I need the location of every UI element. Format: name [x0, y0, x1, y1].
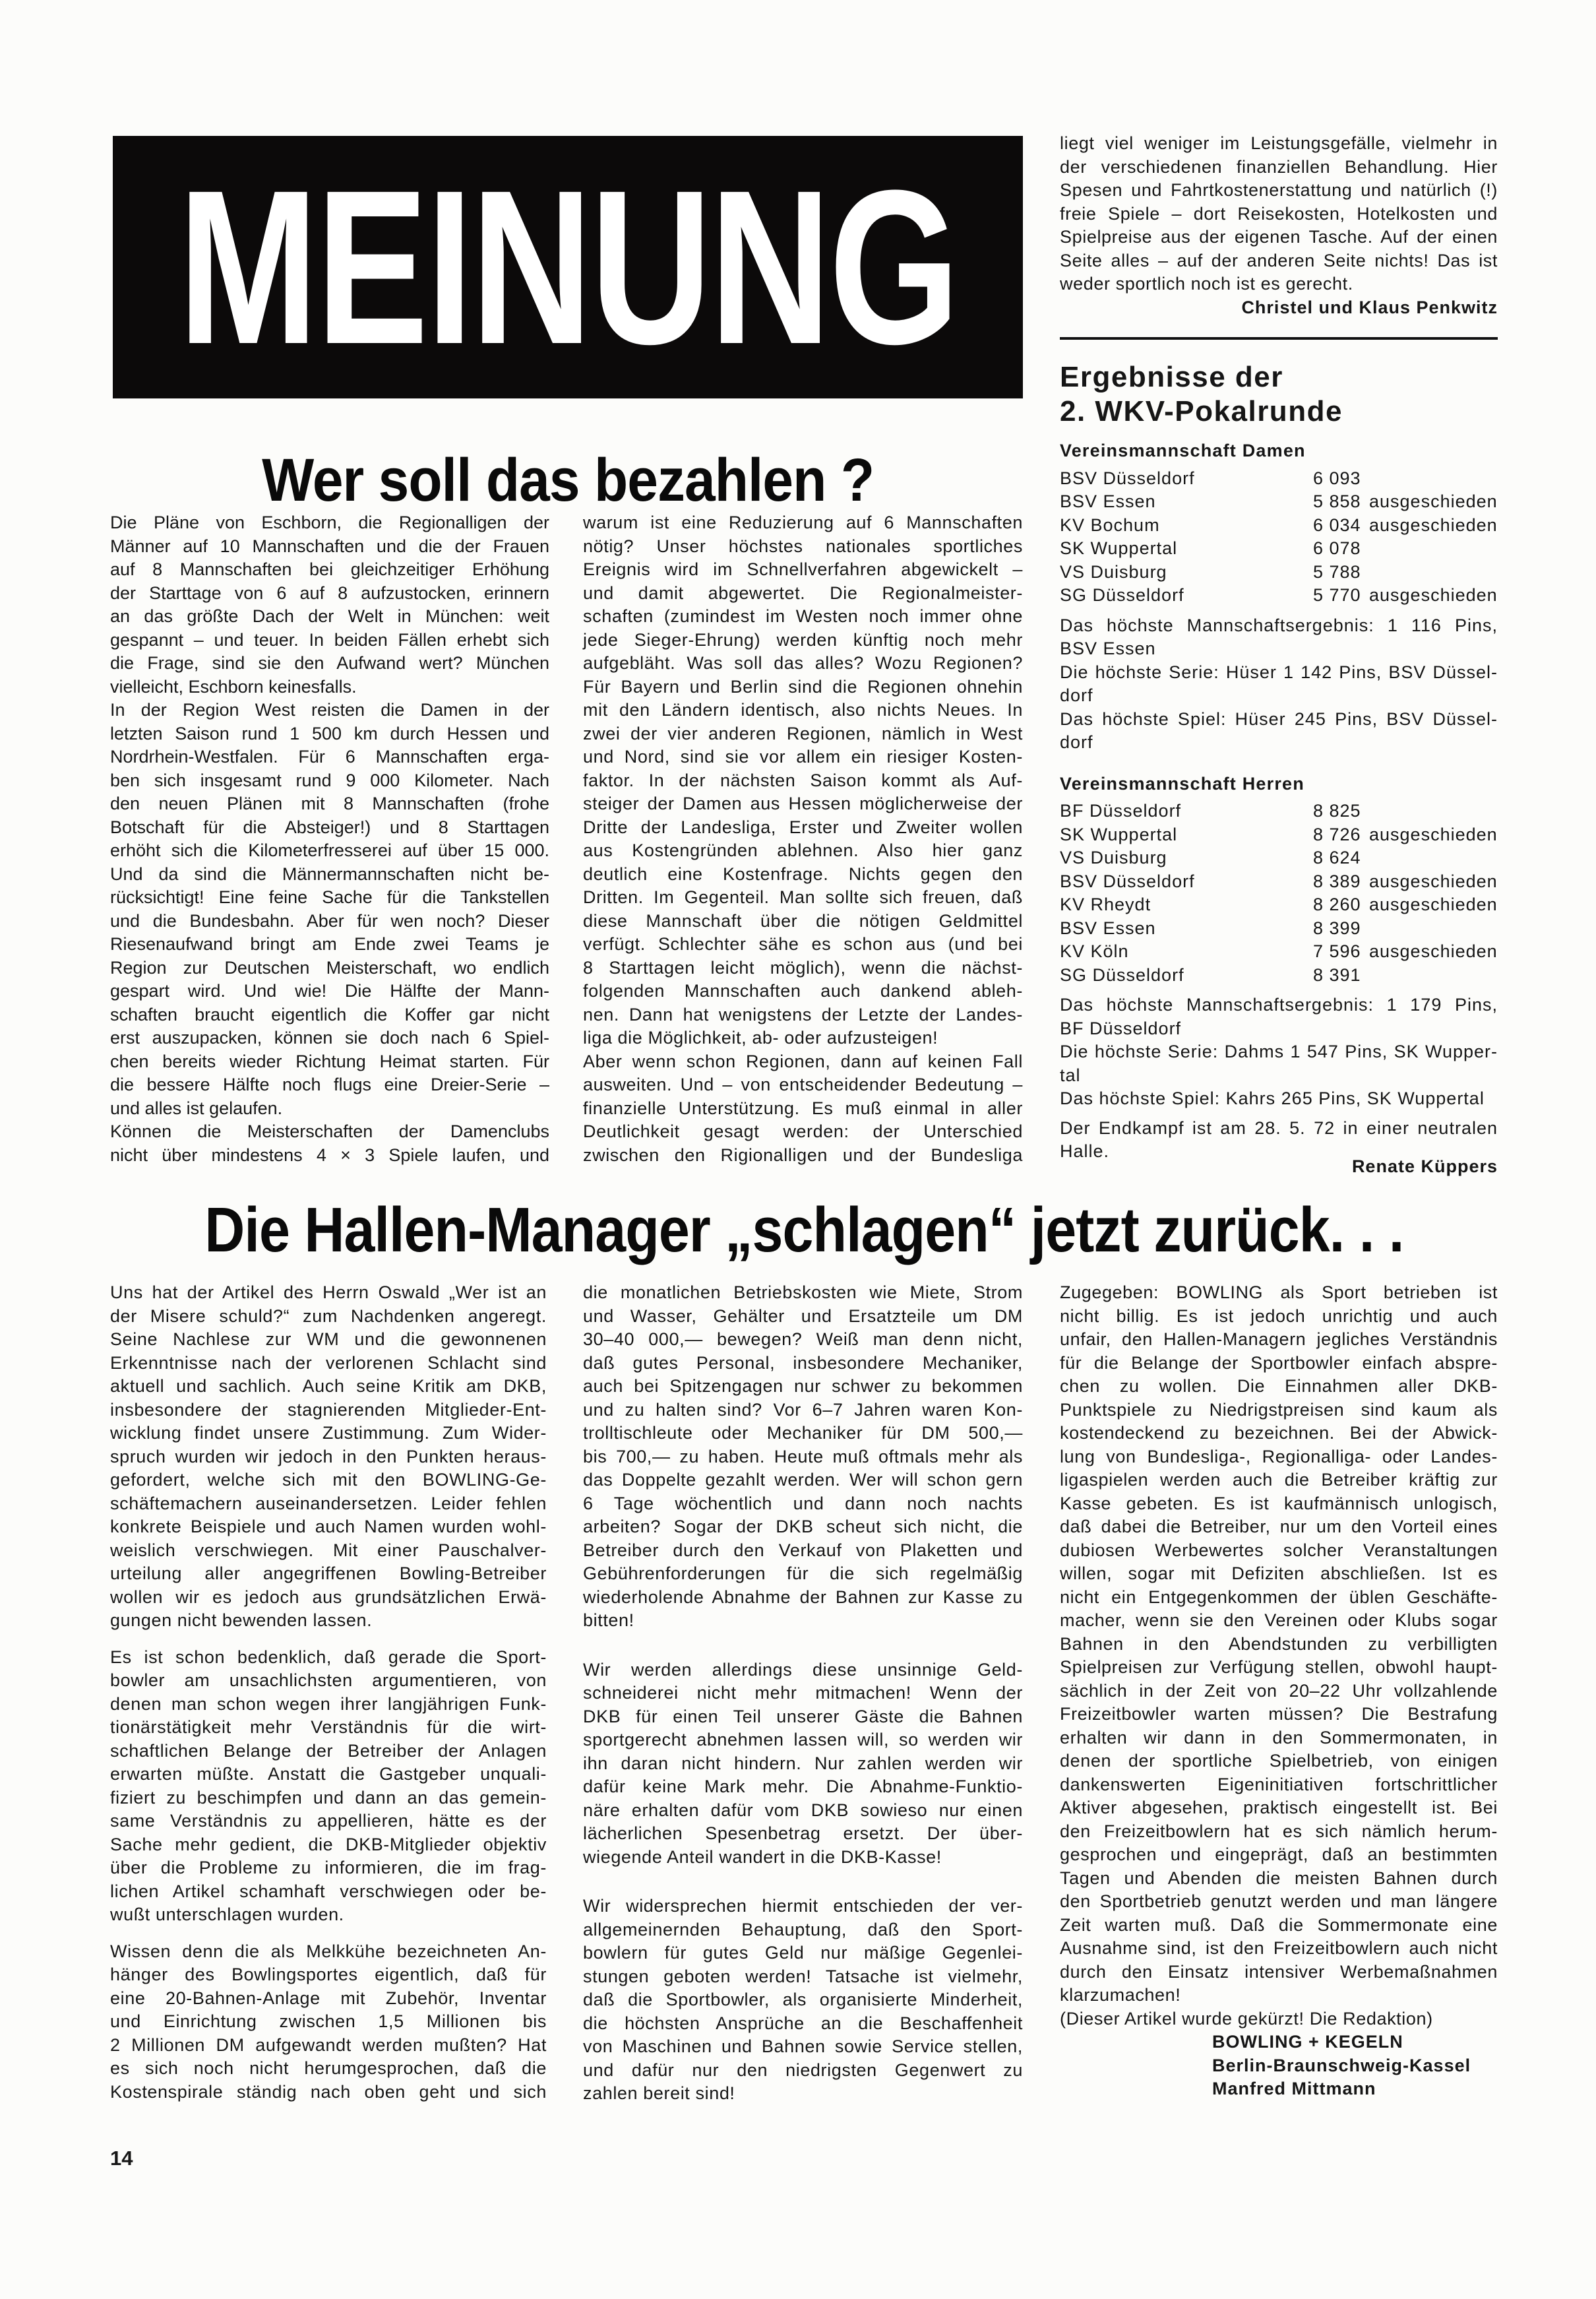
text-line: Tagen und Abenden die meisten Bahnen durch	[1060, 1868, 1498, 1888]
team-status: ausgeschieden	[1369, 491, 1498, 511]
text-line: und zu halten sind? Vor 6–7 Jahren waren Kon-	[583, 1399, 1023, 1420]
text-line: jede Sieger-Ehrung) werden künftig noch mehr	[583, 629, 1023, 650]
paragraph	[583, 1895, 1023, 2106]
text-line: daß gutes Personal, insbesondere Mechaniker,	[583, 1352, 1023, 1373]
text-line: Wir widersprechen hiermit entschieden der ver-	[583, 1896, 1023, 1916]
text-line: dankenswerten Eigeninitiativen fortschrittlicher	[1060, 1774, 1498, 1794]
results-title-line2: 2. WKV-Pokalrunde	[1060, 395, 1343, 427]
team-status	[1369, 537, 1498, 561]
text-line: nicht billig. Es ist jedoch unrichtig und auch	[1060, 1306, 1498, 1326]
text-line: In der Region West reisten die Damen in der	[110, 700, 549, 720]
paragraph	[1060, 132, 1498, 296]
text-line: chen bereits wieder Richtung Heimat starten. Für	[110, 1051, 549, 1071]
text-line: liegt viel weniger im Leistungsgefälle, vielmehr in	[1060, 133, 1498, 153]
text-line: Kostenspirale ständig nach oben geht und sich	[110, 2081, 547, 2102]
text-line: und Wasser, Gehälter und Ersatzteile um DM	[583, 1306, 1023, 1326]
text-line: allgemeinernden Behauptung, daß den Sport-	[583, 1919, 1023, 1939]
text-line: lächerlichen Spesenbetrag ersetzt. Der über-	[583, 1823, 1023, 1843]
text-line: dorf	[1060, 685, 1093, 705]
team-name: SG Düsseldorf	[1060, 964, 1184, 985]
text-line: Zeit warten muß. Daß die Sommermonate eine	[1060, 1914, 1498, 1935]
page-number: 14	[110, 2147, 133, 2170]
text-line: 2 Millionen DM aufgewandt werden mußten? Hat	[110, 2034, 547, 2055]
text-line: denen der sportliche Spielbetrieb, von einigen	[1060, 1751, 1498, 1771]
text-line: daß dabei die Betreiber, nur um den Vorteil eines	[1060, 1517, 1498, 1536]
team-status	[1369, 846, 1498, 870]
team-name: KV Rheydt	[1060, 895, 1151, 914]
text-line: Aber wenn schon Regionen, dann auf keinen Fall	[583, 1051, 1023, 1071]
article1-column-left	[110, 511, 549, 1167]
team-score: 5 770	[1313, 585, 1361, 605]
text-line: Deutlichkeit gesagt werden: der Unterschied	[583, 1121, 1023, 1141]
text-line: Berlin-Braunschweig-Kassel	[1212, 2055, 1471, 2075]
team-score: 6 093	[1313, 468, 1361, 488]
text-line: die höchsten Ansprüche an die Beschaffenheit	[583, 2013, 1023, 2033]
text-line: Seine Nachlese zur WM und die gewonnenen	[110, 1329, 547, 1349]
article1-title-text: Wer soll das bezahlen ?	[262, 447, 874, 514]
table-row	[1060, 537, 1498, 561]
text-line: nen. Dann hat wenigstens der Letzte der Landes-	[583, 1004, 1023, 1024]
article1-author: Christel und Klaus Penkwitz	[1241, 297, 1498, 317]
team-status	[1369, 917, 1498, 941]
text-line: eine 20-Bahnen-Anlage mit Zubehör, Inventar	[110, 1988, 547, 2008]
team-score: 7 596	[1313, 941, 1361, 961]
text-line: zwei der vier anderen Regionen, nämlich in West	[583, 723, 1023, 743]
text-line: Spielpreisen zur Verfügung stellen, obwohl haupt-	[1060, 1657, 1498, 1677]
text-line: ihn daran nicht hindern. Nur zahlen werden wir	[583, 1753, 1023, 1773]
text-line: Kasse gebeten. Es ist kaufmännisch unlogisch,	[1060, 1493, 1498, 1513]
paragraph	[1060, 1281, 1498, 2007]
table-row	[1060, 846, 1498, 870]
table-row	[1060, 514, 1498, 538]
team-status	[1369, 964, 1498, 988]
text-line: der Starttage von 6 auf 8 aufzustocken, erinnern	[110, 583, 549, 603]
paragraph	[583, 511, 1023, 1050]
text-line: Uns hat der Artikel des Herrn Oswald „Wer ist an	[110, 1282, 547, 1302]
text-line: Können die Meisterschaften der Damenclubs	[110, 1121, 549, 1141]
text-line: Spesen und Fahrtkostenerstattung und natürlich (!)	[1060, 180, 1498, 200]
text-line: wiegende Anteil wandert in die DKB-Kasse!	[583, 1846, 942, 1867]
text-line: Das höchste Spiel: Kahrs 265 Pins, SK Wuppertal	[1060, 1088, 1485, 1108]
text-line: und damit abgewertet. Die Regionalmeister-	[583, 583, 1023, 603]
team-name: SK Wuppertal	[1060, 824, 1178, 844]
paragraph	[110, 1940, 547, 2104]
team-status	[1369, 800, 1498, 823]
text-line: den Freizeitbowlern hat es sich nämlich herum-	[1060, 1821, 1498, 1841]
text-line: sportgerecht abnehmen lassen will, so werden wir	[583, 1730, 1023, 1749]
article1-column-middle	[583, 511, 1023, 1167]
text-line: Für Bayern und Berlin sind die Regionen ohnehin	[583, 676, 1023, 697]
team-name: BSV Düsseldorf	[1060, 871, 1195, 891]
team-score: 8 726	[1313, 824, 1361, 844]
text-line: Freizeitbowler warten müssen? Die Bestrafung	[1060, 1704, 1498, 1724]
text-line: Seite alles – auf der anderen Seite nichts! Das ist	[1060, 250, 1498, 270]
text-line: und dafür nur den niedrigsten Gegenwert zu	[583, 2060, 1023, 2080]
paragraph	[110, 699, 549, 1120]
text-line: wicklung findet unsere Zustimmung. Zum Wider-	[110, 1423, 547, 1443]
article2-column-right	[1060, 1281, 1498, 2031]
text-line: wußt unterschlagen wurden.	[110, 1905, 344, 1924]
text-line: nicht ein Entgegenkommen der üblen Geschäfte-	[1060, 1587, 1498, 1607]
text-line: die bessere Hälfte noch flugs eine Dreier-Serie –	[110, 1075, 549, 1094]
team-score: 6 078	[1313, 538, 1361, 558]
text-line: Gebührenforderungen für die sich regelmäßig	[583, 1563, 1023, 1583]
text-line: Das höchste Mannschaftsergebnis: 1 116 Pins,	[1060, 615, 1498, 635]
team-score: 5 858	[1313, 491, 1361, 511]
text-line: BSV Essen	[1060, 639, 1156, 658]
table-row	[1060, 964, 1498, 988]
table-row	[1060, 561, 1498, 584]
text-line: erhalten wir dann in den Sommermonaten, in	[1060, 1727, 1498, 1748]
text-line: hänger des Bowlingsportes eigentlich, daß für	[110, 1965, 547, 1984]
text-line: BOWLING + KEGELN	[1212, 2032, 1403, 2052]
text-line: aus Kostengründen ablehnen. Also hier ganz	[583, 840, 1023, 860]
team-name: BSV Düsseldorf	[1060, 468, 1195, 488]
text-line: schaften braucht eigentlich die Koffer gar nicht	[110, 1004, 549, 1024]
team-status: ausgeschieden	[1369, 895, 1498, 914]
team-score: 5 788	[1313, 561, 1361, 582]
text-line: aufgebläht. Was soll das alles? Wozu Regionen?	[583, 653, 1023, 673]
text-line: der Misere schuld?“ zum Nachdenken angeregt.	[110, 1306, 547, 1326]
text-line: lichen Artikel schamhaft verschwiegen oder be-	[110, 1881, 547, 1901]
text-line: tionärstätigkeit mehr Verständnis für die wirt-	[110, 1717, 547, 1737]
text-line: zwischen den Rigionalligen und der Bundesliga	[583, 1145, 1023, 1165]
text-line: bitten!	[583, 1610, 634, 1630]
text-line: nicht über mindestens 4 × 3 Spiele laufen, und	[110, 1145, 549, 1165]
text-line: erhöht sich die Kilometerfresserei auf über 15 000.	[110, 840, 549, 860]
paragraph	[583, 1050, 1023, 1168]
text-line: Die höchste Serie: Dahms 1 547 Pins, SK Wupper-	[1060, 1042, 1498, 1061]
table-row	[1060, 870, 1498, 894]
text-line: den Sportbetrieb genutzt werden und man längere	[1060, 1891, 1498, 1911]
article1-column-right	[1060, 132, 1498, 296]
text-line: Bahnen in den Abendstunden zu verbilligten	[1060, 1633, 1498, 1654]
text-line: erst auszupacken, können sie doch nach 6 Spiel-	[110, 1028, 549, 1048]
text-line: Ereignis wird im Schnellverfahren abgewickelt –	[583, 559, 1023, 579]
text-line: das Doppelte gezahlt werden. Wer will schon gern	[583, 1470, 1023, 1490]
text-line: nötig? Unser höchstes nationales sportliches	[583, 536, 1023, 556]
text-line: bowlern für gutes Geld nur mäßige Gegenlei-	[583, 1943, 1023, 1963]
text-line: BF Düsseldorf	[1060, 1018, 1182, 1038]
text-line: die monatlichen Betriebskosten wie Miete, Strom	[583, 1282, 1023, 1302]
text-line: stungen geboten werden! Tatsache ist vielmehr,	[583, 1966, 1023, 1986]
text-line: an das größte Dach der Welt in München: weit	[110, 606, 549, 626]
team-name: VS Duisburg	[1060, 561, 1167, 582]
results-title-line1: Ergebnisse der	[1060, 361, 1283, 393]
text-line: Dritte der Landesliga, Erster und Zweiter wollen	[583, 817, 1023, 837]
table-row	[1060, 917, 1498, 941]
text-line: Ausnahme sind, ist den Freizeitbowlern auch nicht	[1060, 1938, 1498, 1958]
text-line: gungen nicht bewenden lassen.	[110, 1610, 373, 1630]
text-line: weder sportlich noch ist es gerecht.	[1060, 274, 1353, 294]
text-line: den neuen Plänen mit 8 Mannschaften (frohe	[110, 794, 549, 813]
text-line: und Einrichtung zwischen 1,5 Millionen bis	[110, 2011, 547, 2031]
paragraph	[1060, 2007, 1498, 2031]
results-damen-table	[1060, 467, 1498, 608]
text-line: gesprochen und eingeprägt, daß an bestimmten	[1060, 1844, 1498, 1864]
text-line: warum ist eine Reduzierung auf 6 Mannschaften	[583, 513, 1023, 532]
text-line: und Nord, sind sie vor allem ein riesiger Kosten-	[583, 747, 1023, 767]
text-line: näre erhalten dafür vom DKB sowieso nur einen	[583, 1800, 1023, 1820]
paragraph	[110, 511, 549, 699]
results-title	[1060, 360, 1498, 429]
text-line: unfair, den Hallen-Managern jegliches Verständnis	[1060, 1329, 1498, 1349]
text-line: sächlich in der Zeit von 20–22 Uhr vollzahlende	[1060, 1680, 1498, 1701]
team-name: KV Bochum	[1060, 515, 1160, 535]
text-line: Und da sind die Männermannschaften nicht be-	[110, 864, 549, 884]
text-line: kostendeckend zu bezeichnen. Bei der Abwick-	[1060, 1423, 1498, 1443]
text-line: lung von Bundesliga-, Regionalliga- oder Landes-	[1060, 1446, 1498, 1466]
team-name: KV Köln	[1060, 941, 1129, 961]
paragraph	[110, 1646, 547, 1927]
table-row	[1060, 893, 1498, 917]
text-line: macher, wenn sie den Vereinen oder Klubs sogar	[1060, 1610, 1498, 1630]
text-line: für die Belange der Sportbowler einfach abspre-	[1060, 1352, 1498, 1373]
text-line: wollen wir es jedoch aus grundsätzlichen Erwä-	[110, 1587, 547, 1607]
team-score: 8 260	[1313, 895, 1361, 914]
article2-column-middle	[583, 1281, 1023, 2106]
article2-column-left	[110, 1281, 547, 2104]
text-line: steiger der Damen aus Hessen möglicherweise der	[583, 794, 1023, 813]
text-line: liga die Möglichkeit, ab- oder aufzusteigen!	[583, 1028, 938, 1048]
table-row	[1060, 490, 1498, 514]
text-line: bowler am unsachlichsten argumentieren, von	[110, 1670, 547, 1690]
text-line: Nordrhein-Westfalen. Für 6 Mannschaften erga-	[110, 747, 549, 767]
text-line: Dritten. Im Gegenteil. Man sollte sich freuen, daß	[583, 887, 1023, 907]
text-line: Es ist schon bedenklich, daß gerade die Sport-	[110, 1647, 547, 1667]
text-line: erwarten müßte. Anstatt die Gastgeber unquali-	[110, 1764, 547, 1784]
text-line: Sache mehr gedient, die DKB-Mitglieder objektiv	[110, 1834, 547, 1854]
text-line: Punktspiele zu Niedrigstpreisen sind kaum als	[1060, 1399, 1498, 1420]
text-line: schaftlichen Belange der Betreiber der Anlagen	[110, 1740, 547, 1761]
text-line: DKB für einen Teil unserer Gäste die Bahnen	[583, 1706, 1023, 1726]
text-line: trolltischleute oder Mechaniker für DM 500,—	[583, 1423, 1023, 1443]
text-line: Halle.	[1060, 1141, 1110, 1161]
text-line: insbesondere der stagnierenden Mitglieder-Ent-	[110, 1399, 547, 1420]
table-row	[1060, 467, 1498, 491]
text-line: denen man schon wegen ihrer langjährigen Funk-	[110, 1693, 547, 1714]
text-line: Manfred Mittmann	[1212, 2079, 1376, 2098]
text-line: Die höchste Serie: Hüser 1 142 Pins, BSV Düssel-	[1060, 662, 1498, 682]
team-score: 8 825	[1313, 801, 1361, 821]
article1-title	[113, 447, 1023, 514]
text-line: bis 700,— zu haben. Heute muß oftmals mehr als	[583, 1446, 1023, 1466]
text-line: schneiderei nicht mehr mitmachen! Wenn der	[583, 1683, 1023, 1703]
text-line: klarzumachen!	[1060, 1985, 1181, 2005]
divider	[1060, 337, 1498, 340]
team-status: ausgeschieden	[1369, 871, 1498, 891]
text-line: dorf	[1060, 732, 1093, 752]
text-line: spruch wurden wir jedoch in den Punkten heraus-	[110, 1446, 547, 1466]
text-line: auf 8 Mannschaften bei gleichzeitiger Erhöhung	[110, 559, 549, 579]
text-line: mit den Ländern identisch, also nichts Neues. In	[583, 700, 1023, 720]
text-line: schäftemachern auseinandersetzen. Leider fehlen	[110, 1493, 547, 1513]
team-name: BSV Essen	[1060, 918, 1156, 938]
text-line: Das höchste Mannschaftsergebnis: 1 179 Pins,	[1060, 995, 1498, 1015]
team-score: 8 389	[1313, 871, 1361, 891]
section-banner	[113, 136, 1023, 398]
text-line: und die Bundesbahn. Aber für wen noch? Dieser	[110, 910, 549, 931]
results-herren-notes	[1060, 993, 1498, 1111]
text-line: ben sich insgesamt rund 9 000 Kilometer. Nach	[110, 770, 549, 790]
text-line: Region zur Deutschen Meisterschaft, wo endlich	[110, 957, 549, 978]
table-row	[1060, 940, 1498, 964]
text-line: dubiosen Werbewertes solcher Veranstaltungen	[1060, 1540, 1498, 1560]
text-line: letzten Saison rund 1 500 km durch Hessen und	[110, 723, 549, 743]
text-line: zahlen bereit sind!	[583, 2083, 735, 2103]
text-line: tal	[1060, 1065, 1081, 1085]
paragraph	[583, 1281, 1023, 1633]
text-line: 30–40 000,— bewegen? Weiß man denn nicht,	[583, 1329, 1023, 1349]
text-line: Wir werden allerdings diese unsinnige Geld-	[583, 1659, 1023, 1680]
text-line: ligaspielen werden auch die Betreiber kräftig zur	[1060, 1470, 1498, 1490]
team-score: 6 034	[1313, 515, 1361, 535]
team-status: ausgeschieden	[1369, 941, 1498, 961]
text-line: weislich verschwiegen. Mit einer Pauschalver-	[110, 1540, 547, 1560]
table-row	[1060, 584, 1498, 608]
table-row	[1060, 823, 1498, 847]
text-line: gespannt – und teuer. In beiden Fällen erhebt sich	[110, 629, 549, 650]
text-line: fiziert zu beschimpfen und dann an das gemein-	[110, 1787, 547, 1808]
text-line: über die Probleme zu informieren, die im frag-	[110, 1858, 547, 1877]
team-name: SG Düsseldorf	[1060, 585, 1184, 605]
results-herren-table	[1060, 800, 1498, 987]
text-line: diese Mannschaft über die nötigen Geldmittel	[583, 910, 1023, 931]
text-line: faktor. In der nächsten Saison kommt als Auf-	[583, 770, 1023, 790]
right-column	[1060, 132, 1498, 1178]
text-line: 8 Starttagen leicht möglich), wenn die nächst-	[583, 957, 1023, 978]
article2-column-right-wrap	[1060, 1281, 1498, 2101]
text-line: dafür keine Mark mehr. Die Abnahme-Funktio-	[583, 1777, 1023, 1796]
text-line: Riesenaufwand bringt am Ende zwei Teams je	[110, 934, 549, 954]
text-line: finanzielle Unterstützung. Es muß einmal in aller	[583, 1098, 1023, 1118]
team-name: VS Duisburg	[1060, 848, 1167, 867]
text-line: konkrete Beispiele und auch Namen wurden wohl-	[110, 1517, 547, 1536]
text-line: die Frage, sind sie den Aufwand wert? München	[110, 653, 549, 673]
text-line: 6 Tage wöchentlich und dann noch nachts	[583, 1493, 1023, 1513]
team-status: ausgeschieden	[1369, 824, 1498, 844]
table-row	[1060, 800, 1498, 823]
results-damen-notes	[1060, 614, 1498, 755]
text-line: Betreiber durch den Verkauf von Plaketten und	[583, 1540, 1023, 1560]
text-line: folgenden Mannschaften auch dankend ableh-	[583, 981, 1023, 1001]
text-line: wiederholende Abnahme der Bahnen zur Kasse zu	[583, 1587, 1023, 1607]
article2-title-text: Die Hallen-Manager „schlagen“ jetzt zurück. . .	[204, 1195, 1403, 1265]
team-score: 8 624	[1313, 848, 1361, 867]
text-line: Aktiver abgesehen, praktisch eingestellt ist. Bei	[1060, 1798, 1498, 1817]
text-line: Die Pläne von Eschborn, die Regionalligen der	[110, 513, 549, 532]
text-line: aktuell und sachlich. Auch seine Kritik am DKB,	[110, 1376, 547, 1396]
team-status: ausgeschieden	[1369, 515, 1498, 535]
text-line: auch bei Spitzengagen nur schwer zu bekommen	[583, 1376, 1023, 1396]
text-line: rücksichtigt! Eine feine Sache für die Tankstellen	[110, 887, 549, 907]
text-line: von Maschinen und Bahnen sowie Service stellen,	[583, 2036, 1023, 2056]
text-line: Erkenntnisse nach der verlorenen Schlacht sind	[110, 1352, 547, 1373]
team-score: 8 399	[1313, 918, 1361, 938]
team-status	[1369, 561, 1498, 584]
team-name: BSV Essen	[1060, 491, 1156, 511]
text-line: ausweiten. Und – von entscheidender Bedeutung –	[583, 1075, 1023, 1094]
text-line: freie Spiele – dort Reisekosten, Hotelkosten und	[1060, 203, 1498, 224]
text-line: Wissen denn die als Melkkühe bezeichneten An-	[110, 1941, 547, 1961]
text-line: Das höchste Spiel: Hüser 245 Pins, BSV Düssel-	[1060, 709, 1498, 729]
text-line: deutlich eine Kostenfrage. Nichts gegen den	[583, 864, 1023, 884]
text-line: und alles ist gelaufen.	[110, 1098, 283, 1118]
results-author: Renate Küppers	[1351, 1156, 1498, 1176]
paragraph	[583, 1658, 1023, 1870]
team-status	[1369, 467, 1498, 491]
text-line: gefordert, welche sich mit den BOWLING-Ge-	[110, 1470, 547, 1490]
text-line: Zugegeben: BOWLING als Sport betrieben ist	[1060, 1282, 1498, 1302]
text-line: es sich noch nicht herumgesprochen, daß die	[110, 2058, 547, 2078]
text-line: Der Endkampf ist am 28. 5. 72 in einer neutralen	[1060, 1118, 1498, 1138]
text-line: verfügt. Schlechter sähe es schon aus (und bei	[583, 934, 1023, 954]
text-line: der verschiedenen finanziellen Behandlung. Hier	[1060, 156, 1498, 177]
team-score: 8 391	[1313, 964, 1361, 985]
team-name: SK Wuppertal	[1060, 538, 1178, 558]
text-line: schaften (zumindest im Westen noch immer ohne	[583, 606, 1023, 626]
text-line: daß die Sportbowler, als organisierte Minderheit,	[583, 1990, 1023, 2009]
text-line: urteilung aller angegriffenen Bowling-Betreiber	[110, 1563, 547, 1583]
text-line: Spielpreise aus der eigenen Tasche. Auf der einen	[1060, 227, 1498, 247]
team-name: BF Düsseldorf	[1060, 801, 1182, 821]
section-label: MEINUNG	[178, 144, 958, 390]
text-line: Männer auf 10 Mannschaften und die der Frauen	[110, 536, 549, 556]
paragraph	[110, 1281, 547, 1633]
text-line: arbeiten? Sogar der DKB scheut sich nicht, die	[583, 1517, 1023, 1536]
text-line: Botschaft für die Absteiger!) und 8 Starttagen	[110, 817, 549, 837]
article2-signature	[1060, 2031, 1498, 2101]
team-status: ausgeschieden	[1369, 585, 1498, 605]
text-line: willen, sogar mit Defiziten abschließen. Ist es	[1060, 1563, 1498, 1583]
text-line: vielleicht, Eschborn keinesfalls.	[110, 676, 357, 697]
text-line: chen zu wollen. Die Einnahmen aller DKB-	[1060, 1376, 1498, 1396]
article2-title	[110, 1195, 1498, 1265]
results-herren-heading: Vereinsmannschaft Herren	[1060, 773, 1304, 794]
text-line: gespart wird. Und wie! Die Hälfte der Mann-	[110, 981, 549, 1001]
text-line: (Dieser Artikel wurde gekürzt! Die Redaktion)	[1060, 2008, 1433, 2029]
text-line: durch den Einsatz intensiver Werbemaßnahmen	[1060, 1961, 1498, 1982]
paragraph	[110, 1120, 549, 1167]
results-damen-heading: Vereinsmannschaft Damen	[1060, 441, 1306, 460]
text-line: same Verständnis zu appellieren, hätte es der	[110, 1811, 547, 1831]
